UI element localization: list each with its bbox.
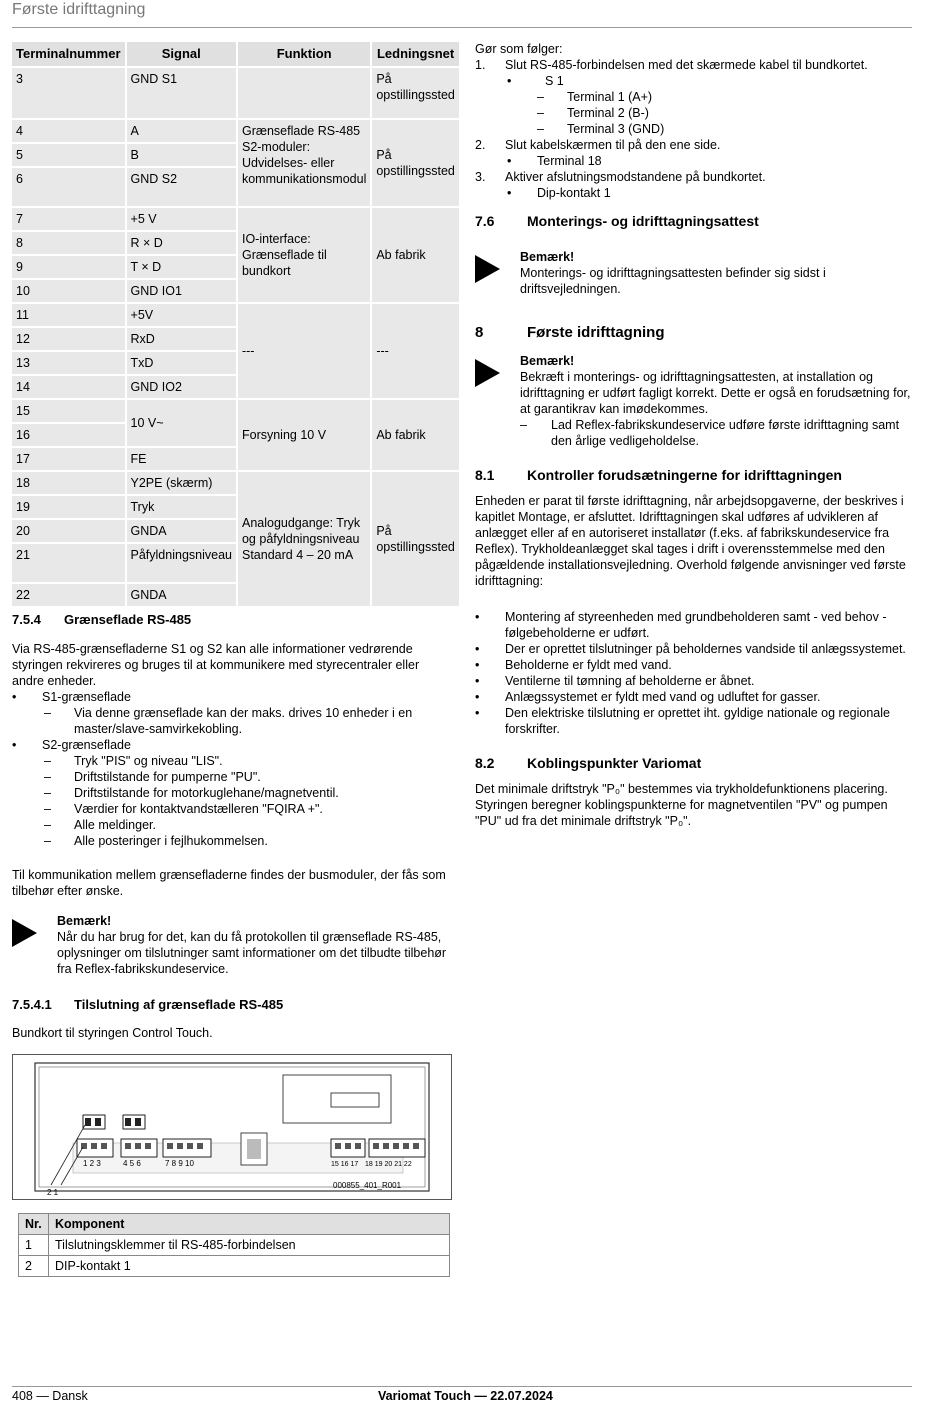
table-row: 3 GND S1 På opstillingssted [12, 68, 459, 118]
list-item: – Terminal 3 (GND) [537, 122, 665, 136]
note-text: Når du har brug for det, kan du få protokollen til grænseflade RS-485, oplysninger om tilslutninger samt informationer om det tilbudte tilbehør fra Reflex-fabrikskundeservice. [57, 930, 447, 976]
list-item: – Alle meldinger. [44, 818, 156, 832]
list-item: 1. Slut RS-485-forbindelsen med det skærmede kabel til bundkortet. [475, 58, 868, 72]
list-item: • Ventilerne til tømning af beholderne er åbnet. [475, 674, 755, 688]
list-item: – Driftstilstande for pumperne "PU". [44, 770, 261, 784]
table-row: 11 +5V --- --- [12, 304, 459, 326]
list-item: • Den elektriske tilslutning er oprettet iht. gyldige nationale og regionale forskrifter. [475, 706, 890, 736]
circuit-board-figure [12, 1054, 452, 1200]
table-row: 5 B [12, 144, 459, 166]
section-7-6: 7.6 Monterings- og idrifttagningsattest [475, 213, 759, 229]
header-wiring: Ledningsnet [372, 42, 459, 66]
list-item: • Der er oprettet tilslutninger på beholdernes vandside til anlægssystemet. [475, 642, 906, 656]
table-row: 8 R × D [12, 232, 459, 254]
list-item: 2. Slut kabelskærmen til på den ene side. [475, 138, 721, 152]
header-signal: Signal [127, 42, 236, 66]
svg-text:2 1: 2 1 [47, 1188, 59, 1197]
note-box: Bemærk! Bekræft i monterings- og idrifttagningsattesten, at installation og idrifttagning er udført fagligt korrekt. Dette er også en forudsætning for, at garantikrav kan imødekommes. – Lad Reflex-fabrikskundeservice udføre første idrifttagning samt den årlige vedligeholdelse. [475, 353, 915, 449]
table-row: 20 GNDA [12, 520, 459, 542]
list-item: – Tryk "PIS" og niveau "LIS". [44, 754, 223, 768]
table-row: 10 GND IO1 [12, 280, 459, 302]
table-row: 7 +5 V IO-interface: Grænseflade til bundkort Ab fabrik [12, 208, 459, 230]
paragraph: Bundkort til styringen Control Touch. [12, 1026, 213, 1040]
net-g6: På opstillingssted [372, 472, 459, 606]
right-column [475, 40, 915, 829]
table-row: 4 A Grænseflade RS-485 S2-moduler: Udvidelses- eller kommunikationsmodul På opstillingssted [12, 120, 459, 142]
footer-divider [12, 1386, 912, 1387]
note-arrow-icon [475, 359, 500, 387]
net-g3: Ab fabrik [372, 208, 459, 302]
list-item: • S2-grænseflade [12, 738, 131, 752]
footer-document-title: Variomat Touch — 22.07.2024 [378, 1389, 553, 1403]
paragraph: Til kommunikation mellem grænsefladerne findes der busmoduler, der fås som tilbehør efter ønske. [12, 868, 446, 898]
header-terminal: Terminalnummer [12, 42, 125, 66]
func-g6: Analogudgange: Tryk og påfyldningsniveau Standard 4 – 20 mA [238, 472, 370, 606]
section-8-1: 8.1 Kontroller forudsætningerne for idrifttagningen [475, 467, 842, 483]
paragraph: Enheden er parat til første idrifttagning, når arbejdsopgaverne, der beskrives i kapitlet Montage, er afsluttet. Idrifttagningen skal udføres af udvikleren af anlægget eller af en autoriseret installatør (f.eks. af fabrikskundeservice fra Reflex). Trykholdeanlægget skal tages i drift i overensstemmelse med den pågældende installationsvejledning. Overhold følgende anvisninger ved første idrifttagning: [475, 494, 906, 588]
table-row: 19 Tryk [12, 496, 459, 518]
net-g4: --- [372, 304, 459, 398]
list-item: • Beholderne er fyldt med vand. [475, 658, 672, 672]
note-arrow-icon [475, 255, 500, 283]
footer-page-number: 408 — Dansk [12, 1389, 88, 1403]
svg-text:7 8 9 10: 7 8 9 10 [165, 1159, 194, 1168]
svg-text:15 16 17: 15 16 17 [331, 1161, 359, 1168]
table-row: 15 10 V~ Forsyning 10 V Ab fabrik [12, 400, 459, 422]
table-row: 12 RxD [12, 328, 459, 350]
section-7-5-4: 7.5.4 Grænseflade RS-485 [12, 612, 192, 627]
net-g1: På opstillingssted [372, 68, 459, 118]
section-8: 8 Første idrifttagning [475, 324, 665, 341]
header-function: Funktion [238, 42, 370, 66]
list-item: • S1-grænseflade [12, 690, 131, 704]
paragraph: Gør som følger: [475, 42, 563, 56]
func-g4: --- [238, 304, 370, 398]
note-box: Bemærk! Monterings- og idrifttagningsattesten befinder sig sidst i driftsvejledningen. [475, 249, 915, 297]
terminal-table [10, 40, 461, 608]
net-g5: Ab fabrik [372, 400, 459, 470]
table-row: 6 GND S2 [12, 168, 459, 206]
list-item: • Dip-kontakt 1 [507, 186, 611, 200]
table-row: 17 FE [12, 448, 459, 470]
list-item: – Terminal 1 (A+) [537, 90, 653, 104]
svg-text:4 5 6: 4 5 6 [123, 1159, 141, 1168]
table-row: 13 TxD [12, 352, 459, 374]
paragraph: Via RS-485-grænsefladerne S1 og S2 kan alle informationer vedrørende styringen rekvireres og bruges til at kommunikere med styrecentraler eller andre enheder. [12, 642, 420, 688]
section-7-5-4-1: 7.5.4.1 Tilslutning af grænseflade RS-485 [12, 997, 284, 1012]
component-table [18, 1213, 450, 1277]
note-arrow-icon [12, 919, 37, 947]
table-row: 9 T × D [12, 256, 459, 278]
list-item: – Værdier for kontaktvandstælleren "FQIRA +". [44, 802, 323, 816]
svg-text:000855_401_R001: 000855_401_R001 [333, 1181, 402, 1190]
table-row: 21 Påfyldningsniveau [12, 544, 459, 582]
list-item: 3. Aktiver afslutningsmodstandene på bundkortet. [475, 170, 766, 184]
checklist [475, 609, 915, 737]
signal-15-16: 10 V~ [127, 400, 236, 446]
list-item: – Driftstilstande for motorkuglehane/magnetventil. [44, 786, 339, 800]
header-divider [12, 27, 912, 28]
list-item: – Via denne grænseflade kan der maks. drives 10 enheder i en master/slave-samvirkekobling. [44, 706, 413, 736]
circuit-board-drawing [13, 1055, 451, 1199]
page-header-title: Første idrifttagning [12, 1, 146, 18]
table-header-row [12, 42, 459, 66]
table-row: 22 GNDA [12, 584, 459, 606]
func-g1 [238, 68, 370, 118]
paragraph: Det minimale driftstryk "P₀" bestemmes via trykholdefunktionens placering. Styringen beregner koblingspunkterne for magnetventilen "PV" og pumpen "PU" ud fra det minimale driftstryk "P₀". [475, 782, 888, 828]
list-item: • Terminal 18 [507, 154, 602, 168]
table-row: 2 DIP-kontakt 1 [19, 1256, 450, 1277]
svg-text:1 2 3: 1 2 3 [83, 1159, 101, 1168]
net-g2: På opstillingssted [372, 120, 459, 206]
list-item: – Terminal 2 (B-) [537, 106, 649, 120]
list-item: • Montering af styreenheden med grundbeholderen samt - ved behov - følgebeholderne er udført. [475, 610, 887, 640]
note-box [12, 913, 452, 977]
table-row: 1 Tilslutningsklemmer til RS-485-forbindelsen [19, 1235, 450, 1256]
func-g2: Grænseflade RS-485 S2-moduler: Udvidelses- eller kommunikationsmodul [238, 120, 370, 206]
left-column [12, 40, 455, 1277]
list-item: – Alle posteringer i fejlhukommelsen. [44, 834, 268, 848]
list-item: • Anlægssystemet er fyldt med vand og udluftet for gasser. [475, 690, 821, 704]
section-8-2: 8.2 Koblingspunkter Variomat [475, 755, 702, 771]
func-g5: Forsyning 10 V [238, 400, 370, 470]
note-title: Bemærk! [57, 914, 112, 928]
table-row: 16 [12, 424, 459, 446]
header-component: Komponent [49, 1214, 450, 1235]
svg-text:18 19 20 21 22: 18 19 20 21 22 [365, 1161, 412, 1168]
func-g3: IO-interface: Grænseflade til bundkort [238, 208, 370, 302]
header-nr: Nr. [19, 1214, 49, 1235]
table-row: 14 GND IO2 [12, 376, 459, 398]
table-row: 18 Y2PE (skærm) Analogudgange: Tryk og påfyldningsniveau Standard 4 – 20 mA På opstillingssted [12, 472, 459, 494]
list-item: • S 1 [507, 74, 564, 88]
